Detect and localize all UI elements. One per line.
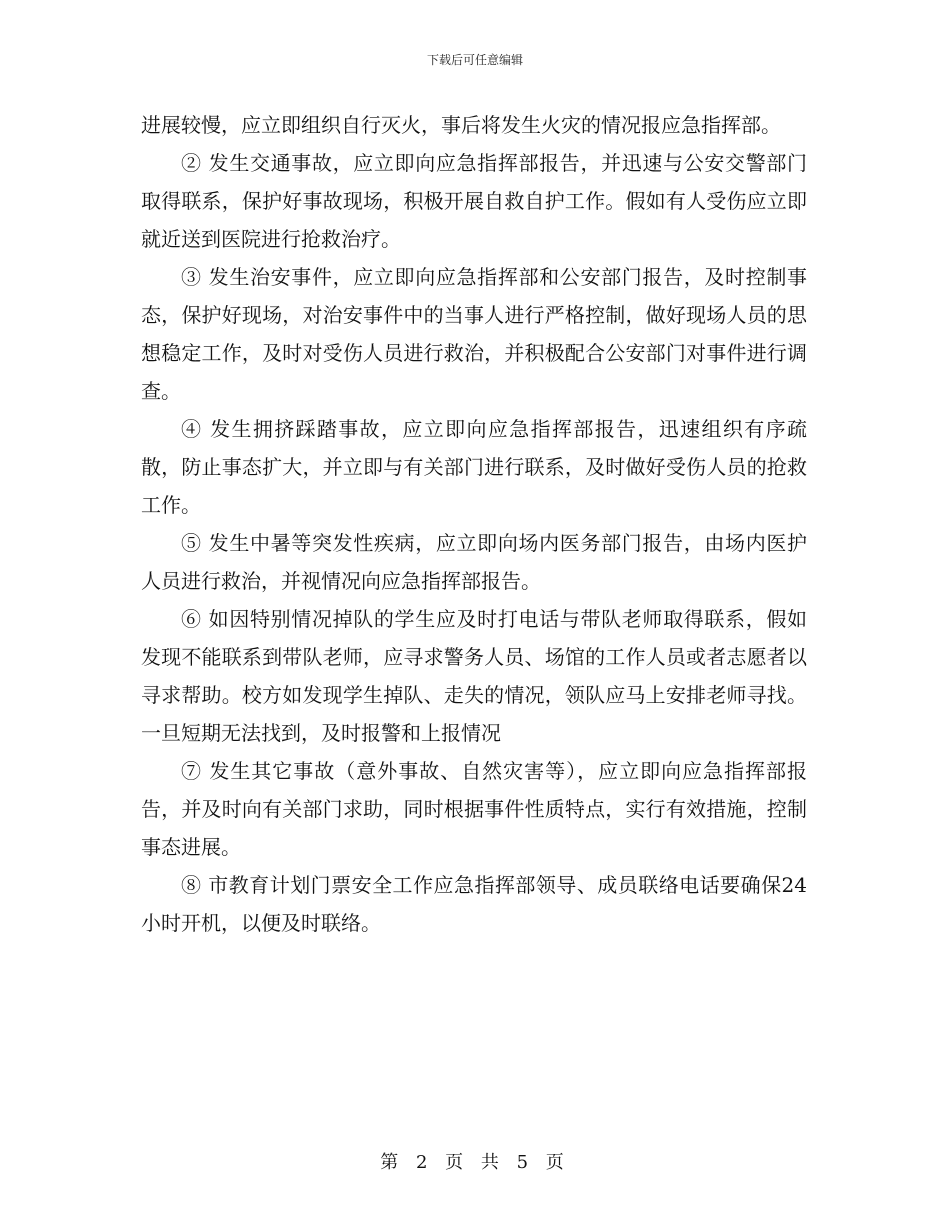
paragraph-traffic-accident: ② 发生交通事故，应立即向应急指挥部报告，并迅速与公安交警部门取得联系，保护好事故现场，积极开展自救自护工作。假如有人受伤应立即就近送到医院进行抢救治疗。 — [141, 151, 807, 251]
paragraph-lost-student: ⑥ 如因特别情况掉队的学生应及时打电话与带队老师取得联系，假如发现不能联系到带队老师，应寻求警务人员、场馆的工作人员或者志愿者以寻求帮助。校方如发现学生掉队、走失的情况，领队应马上安排老师寻找。一旦短期无法找到，及时报警和上报情况 — [141, 607, 807, 745]
paragraph-stampede: ④ 发生拥挤踩踏事故，应立即向应急指挥部报告，迅速组织有序疏散，防止事态扩大，并立即与有关部门进行联系，及时做好受伤人员的抢救工作。 — [141, 417, 807, 517]
document-body — [141, 106, 807, 942]
paragraph-other-accidents: ⑦ 发生其它事故（意外事故、自然灾害等），应立即向应急指挥部报告，并及时向有关部门求助，同时根据事件性质特点，实行有效措施，控制事态进展。 — [141, 759, 807, 859]
page-number: 第 2 页 共 5 页 — [380, 1152, 570, 1173]
paragraph-contact-phones: ⑧ 市教育计划门票安全工作应急指挥部领导、成员联络电话要确保24小时开机，以便及时联络。 — [141, 873, 807, 935]
paragraph-heatstroke: ⑤ 发生中暑等突发性疾病，应立即向场内医务部门报告，由场内医护人员进行救治，并视情况向应急指挥部报告。 — [141, 531, 807, 593]
paragraph-security-incident: ③ 发生治安事件，应立即向应急指挥部和公安部门报告，及时控制事态，保护好现场，对治安事件中的当事人进行严格控制，做好现场人员的思想稳定工作，及时对受伤人员进行救治，并积极配合公安部门对事件进行调查。 — [141, 265, 807, 403]
paragraph-fire-continued: 进展较慢，应立即组织自行灭火，事后将发生火灾的情况报应急指挥部。 — [141, 113, 781, 137]
page-header-note: 下载后可任意编辑 — [426, 53, 523, 67]
